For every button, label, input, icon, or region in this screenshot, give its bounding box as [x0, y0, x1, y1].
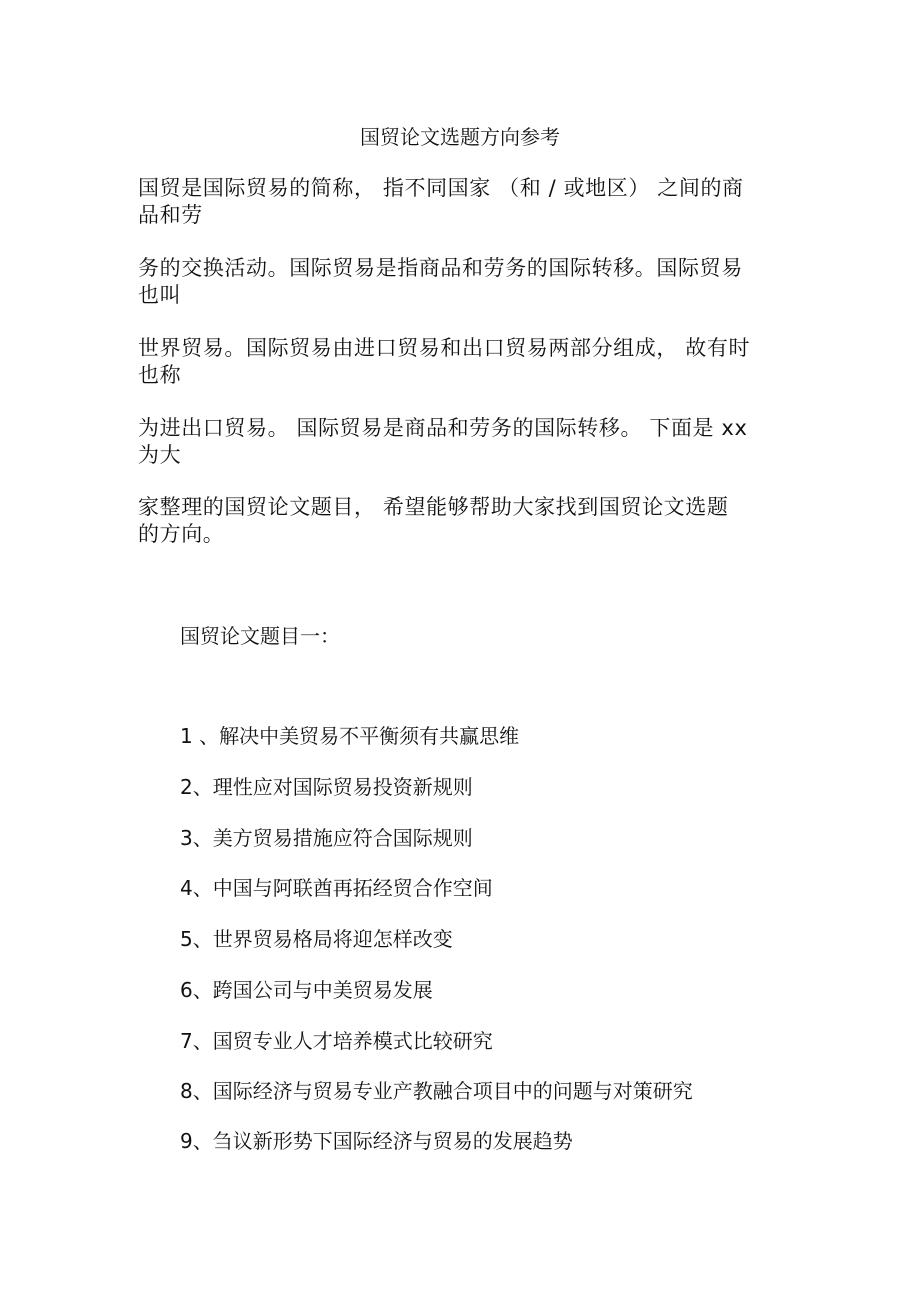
- intro-line: 世界贸易。国际贸易由进口贸易和出口贸易两部分组成， 故有时: [138, 336, 751, 360]
- intro-line-wrap: 为大: [138, 443, 182, 467]
- list-item: 3、美方贸易措施应符合国际规则: [180, 826, 473, 850]
- list-item: 4、中国与阿联酋再拓经贸合作空间: [180, 876, 493, 900]
- list-item: 5、世界贸易格局将迎怎样改变: [180, 927, 453, 951]
- document-title: 国贸论文选题方向参考: [360, 125, 560, 149]
- intro-line-wrap: 也叫: [138, 283, 182, 307]
- list-item: 1 、解决中美贸易不平衡须有共赢思维: [180, 724, 520, 748]
- list-item: 2、理性应对国际贸易投资新规则: [180, 775, 473, 799]
- intro-line-wrap: 的方向。: [138, 522, 225, 546]
- intro-line: 家整理的国贸论文题目， 希望能够帮助大家找到国贸论文选题: [138, 495, 729, 519]
- list-item: 7、国贸专业人才培养模式比较研究: [180, 1029, 493, 1053]
- intro-line-wrap: 品和劳: [138, 203, 203, 227]
- section-heading: 国贸论文题目一：: [180, 624, 340, 648]
- intro-line: 国贸是国际贸易的简称， 指不同国家 （和 / 或地区） 之间的商: [138, 176, 744, 200]
- intro-line: 为进出口贸易。 国际贸易是商品和劳务的国际转移。 下面是 xx: [138, 416, 748, 440]
- list-item: 9、刍议新形势下国际经济与贸易的发展趋势: [180, 1129, 573, 1153]
- intro-line: 务的交换活动。国际贸易是指商品和劳务的国际转移。国际贸易: [138, 256, 743, 280]
- list-item: 6、跨国公司与中美贸易发展: [180, 978, 433, 1002]
- list-item: 8、国际经济与贸易专业产教融合项目中的问题与对策研究: [180, 1079, 693, 1103]
- intro-line-wrap: 也称: [138, 363, 182, 387]
